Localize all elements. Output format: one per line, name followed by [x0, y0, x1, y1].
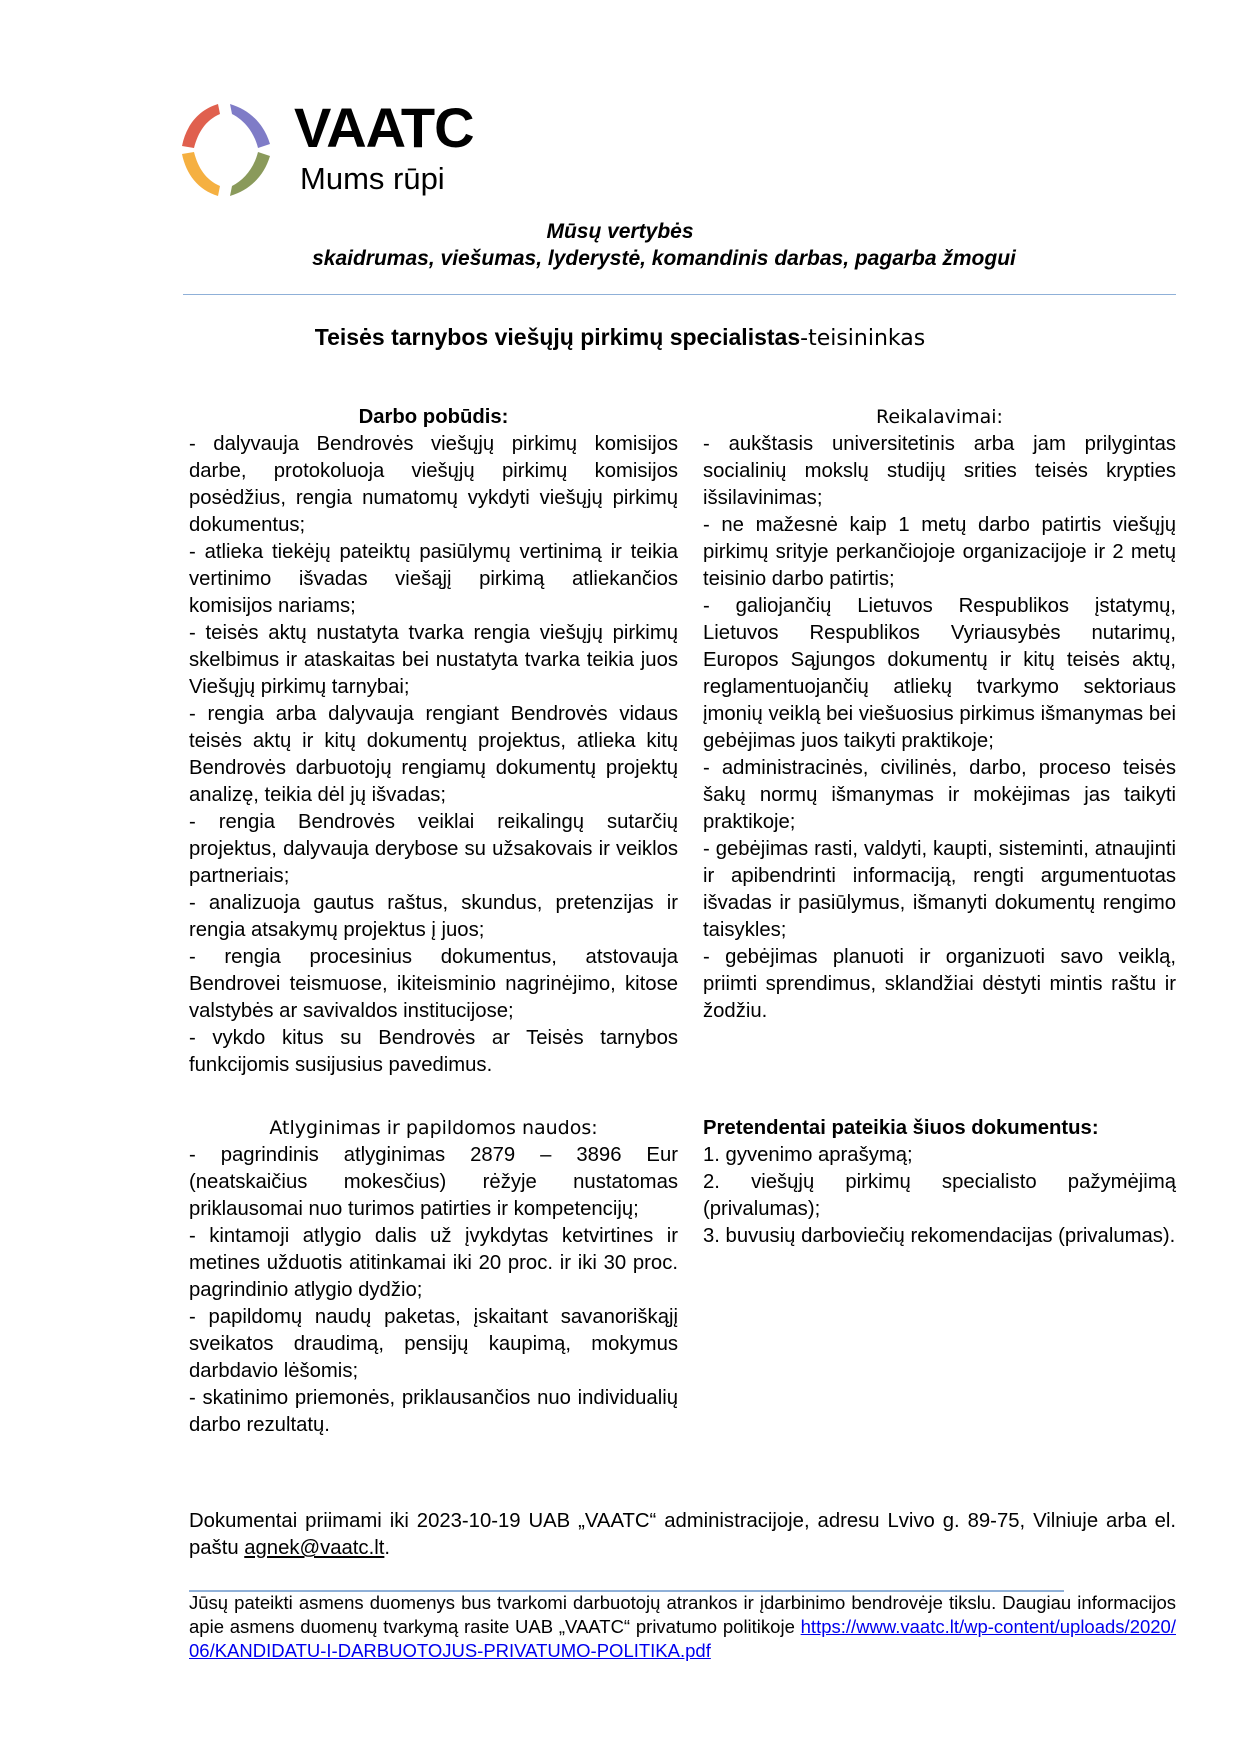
requirement-item: - galiojančių Lietuvos Respublikos įstatymų, Lietuvos Respublikos Vyriausybės nutarimų, Europos Sąjungos dokumentų ir kitų teisės aktų, reglamentuojančių atliekų tvarkymo sektoriaus įmonių veiklą bei viešuosius pirkimus išmanymas bei gebėjimas juos taikyti praktikoje;: [703, 595, 1176, 752]
submission-text: Dokumentai priimami iki 2023-10-19 UAB „VAATC“ administracijoje, adresu Lvivo g. 89-75, Vilniuje arba el. paštu: [189, 1510, 1176, 1559]
submission-end: .: [384, 1537, 390, 1559]
submission-note: [189, 1508, 1176, 1562]
privacy-note: [189, 1591, 1176, 1663]
brand-name: VAATC: [294, 96, 474, 159]
work-item: - analizuoja gautus raštus, skundus, pretenzijas ir rengia atsakymų projektus į juos;: [189, 892, 678, 941]
requirements-section: [703, 404, 1176, 1025]
job-title-suffix: -teisininkas: [800, 326, 926, 351]
work-item: - dalyvauja Bendrovės viešųjų pirkimų komisijos darbe, protokoluoja viešųjų pirkimų komisijos posėdžius, rengia numatomų vykdyti viešųjų pirkimų dokumentus;: [189, 433, 678, 536]
pay-section: [189, 1115, 678, 1439]
job-title-main: Teisės tarnybos viešųjų pirkimų specialistas: [314, 324, 801, 350]
work-heading: Darbo pobūdis:: [358, 406, 509, 428]
work-item: - rengia procesinius dokumentus, atstovauja Bendrovei teismuose, ikiteisminio nagrinėjimo, kitose valstybės ar savivaldos institucijose;: [189, 946, 678, 1022]
work-item: - atlieka tiekėjų pateiktų pasiūlymų vertinimą ir teikia vertinimo išvadas viešąjį pirkimą atliekančios komisijos nariams;: [189, 541, 678, 617]
requirement-item: - gebėjimas rasti, valdyti, kaupti, sisteminti, atnaujinti ir apibendrinti informaciją, rengti argumentuotas išvadas ir pasiūlymus, išmanyti dokumentų rengimo taisykles;: [703, 838, 1176, 941]
pay-item: - kintamoji atlygio dalis už įvykdytas ketvirtines ir metines užduotis atitinkamai iki 20 proc. ir iki 30 proc. pagrindinio atlygio dydžio;: [189, 1225, 678, 1301]
vaatc-emblem-icon: [176, 100, 276, 200]
privacy-text: Jūsų pateikti asmens duomenys bus tvarkomi darbuotojų atrankos ir įdarbinimo bendrovėje tikslu. Daugiau informacijos apie asmens duomenų tvarkymą rasite UAB „VAATC“ privatumo politikoje: [189, 1592, 1176, 1637]
brand-tagline: Mums rūpi: [300, 161, 445, 196]
work-item: - rengia arba dalyvauja rengiant Bendrovės vidaus teisės aktų ir kitų dokumentų projektus, atlieka kitų Bendrovės darbuotojų rengiamų dokumentų projektų analizę, teikia dėl jų išvadas;: [189, 703, 678, 806]
work-item: - rengia Bendrovės veiklai reikalingų sutarčių projektus, dalyvauja derybose su užsakovais ir veiklos partneriais;: [189, 811, 678, 887]
requirement-item: - ne mažesnė kaip 1 metų darbo patirtis viešųjų pirkimų srityje perkančiojoje organizacijoje ir 2 metų teisinio darbo patirtis;: [703, 514, 1176, 590]
privacy-policy-link[interactable]: https://www.vaatc.lt/wp-content/uploads/2020/06/KANDIDATU-I-DARBUOTOJUS-PRIVATUMO-POLITIKA.pdf: [189, 1616, 1176, 1661]
job-title: [0, 322, 1240, 354]
header-divider: [183, 294, 1176, 295]
work-item: - vykdo kitus su Bendrovės ar Teisės tarnybos funkcijomis susijusius pavedimus.: [189, 1027, 678, 1076]
documents-section: [703, 1115, 1176, 1250]
work-section: [189, 404, 678, 1079]
pay-item: - pagrindinis atlyginimas 2879 – 3896 Eur (neatskaičius mokesčius) rėžyje nustatomas priklausomai nuo turimos patirties ir kompetencijų;: [189, 1144, 678, 1220]
email-link[interactable]: agnek@vaatc.lt: [244, 1537, 385, 1559]
pay-heading: Atlyginimas ir papildomos naudos:: [269, 1117, 598, 1139]
requirement-item: - administracinės, civilinės, darbo, proceso teisės šakų normų išmanymas ir mokėjimas jas taikyti praktikoje;: [703, 757, 1176, 833]
values-list: skaidrumas, viešumas, lyderystė, komandinis darbas, pagarba žmogui: [312, 247, 1016, 270]
document-item: 1. gyvenimo aprašymą;: [703, 1144, 913, 1166]
pay-item: - skatinimo priemonės, priklausančios nuo individualių darbo rezultatų.: [189, 1387, 678, 1436]
work-item: - teisės aktų nustatyta tvarka rengia viešųjų pirkimų skelbimus ir ataskaitas bei nustatyta tvarka teikia juos Viešųjų pirkimų tarnybai;: [189, 622, 678, 698]
requirements-heading: Reikalavimai:: [876, 406, 1003, 428]
document-item: 2. viešųjų pirkimų specialisto pažymėjimą (privalumas);: [703, 1171, 1176, 1220]
documents-heading: Pretendentai pateikia šiuos dokumentus:: [703, 1117, 1099, 1139]
requirement-item: - gebėjimas planuoti ir organizuoti savo veiklą, priimti sprendimus, sklandžiai dėstyti mintis raštu ir žodžiu.: [703, 946, 1176, 1022]
document-item: 3. buvusių darboviečių rekomendacijas (privalumas).: [703, 1225, 1176, 1247]
pay-item: - papildomų naudų paketas, įskaitant savanoriškąjį sveikatos draudimą, pensijų kaupimą, mokymus darbdavio lėšomis;: [189, 1306, 678, 1382]
requirement-item: - aukštasis universitetinis arba jam prilygintas socialinių mokslų studijų srities teisės krypties išsilavinimas;: [703, 433, 1176, 509]
vaatc-logo: [176, 96, 496, 210]
values-heading: Mūsų vertybės: [546, 220, 694, 243]
